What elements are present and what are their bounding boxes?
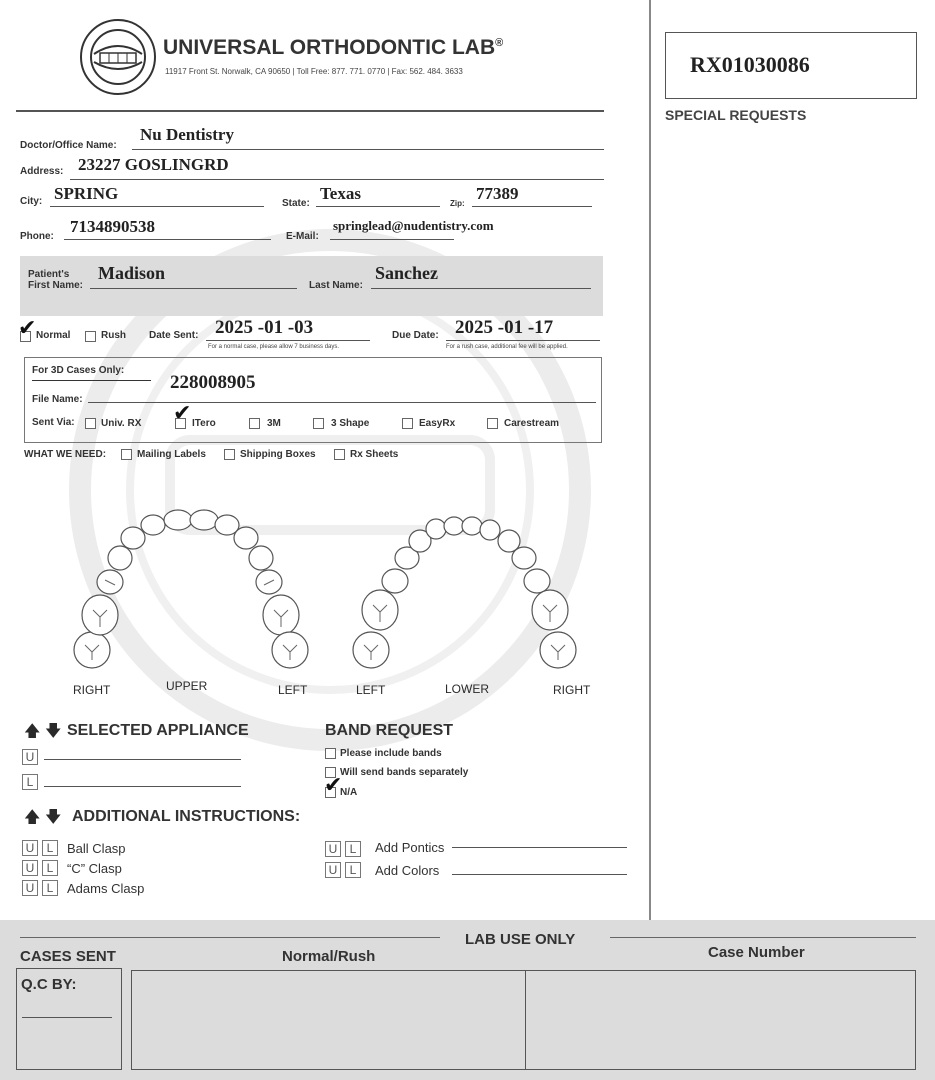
sent-via-univ-rx-label: Univ. RX (101, 418, 142, 429)
due-date-line (446, 340, 600, 341)
lower-arch-diagram (345, 505, 595, 685)
qc-by-label: Q.C BY: (21, 976, 77, 993)
appliance-lower-line[interactable] (44, 786, 241, 787)
adams-clasp-label: Adams Clasp (67, 881, 145, 896)
city-line (50, 206, 264, 207)
need-rx-sheets-checkbox[interactable] (334, 449, 345, 460)
patient-last-value[interactable]: Sanchez (375, 263, 438, 283)
email-line (330, 239, 454, 240)
band-separately-label: Will send bands separately (340, 767, 469, 778)
arch-label-right-lower: RIGHT (553, 683, 591, 697)
rush-checkbox[interactable] (85, 331, 96, 342)
arrow-down-icon: 🡇 (45, 721, 62, 740)
phone-value[interactable]: 7134890538 (70, 217, 155, 236)
normal-label: Normal (36, 330, 71, 341)
sent-via-3shape-checkbox[interactable] (313, 418, 324, 429)
email-label: E-Mail: (286, 231, 319, 242)
sent-via-univ-rx-checkbox[interactable] (85, 418, 96, 429)
normal-note: For a normal case, please allow 7 business days. (208, 344, 340, 350)
c-clasp-label: “C” Clasp (67, 861, 122, 876)
state-line (316, 206, 440, 207)
registered-mark: ® (495, 37, 504, 49)
cases-3d-title-underline (32, 380, 151, 381)
company-contact: 11917 Front St. Norwalk, CA 90650 | Toll Free: 877. 771. 0770 | Fax: 562. 484. 3633 (165, 67, 463, 76)
need-mailing-labels-label: Mailing Labels (137, 449, 206, 460)
case-number-box[interactable] (525, 970, 916, 1070)
city-label: City: (20, 196, 43, 207)
band-na-label: N/A (340, 787, 358, 798)
file-name-label: File Name: (32, 394, 83, 405)
doctor-name-label: Doctor/Office Name: (20, 140, 117, 151)
band-request-title: BAND REQUEST (325, 722, 454, 739)
patient-first-line (90, 288, 297, 289)
ball-clasp-l-box[interactable]: L (42, 840, 58, 856)
patient-last-label: Last Name: (309, 280, 363, 291)
lab-use-title: LAB USE ONLY (465, 931, 576, 948)
additional-instructions-title: ADDITIONAL INSTRUCTIONS: (72, 808, 301, 825)
arch-label-right-upper: RIGHT (73, 683, 111, 697)
sent-via-easyrx-checkbox[interactable] (402, 418, 413, 429)
lab-rule-left (20, 937, 440, 938)
date-sent-line (206, 340, 370, 341)
need-mailing-labels-checkbox[interactable] (121, 449, 132, 460)
rx-number: RX01030086 (690, 52, 810, 77)
special-requests-label: SPECIAL REQUESTS (665, 107, 807, 123)
add-colors-u-box[interactable]: U (325, 862, 341, 878)
arch-label-left-upper: LEFT (278, 683, 308, 697)
add-pontics-line[interactable] (452, 847, 627, 848)
sent-via-carestream-label: Carestream (504, 418, 560, 429)
c-clasp-l-box[interactable]: L (42, 860, 58, 876)
upper-arch-diagram (65, 500, 315, 680)
arch-label-left-lower: LEFT (356, 683, 386, 697)
ball-clasp-u-box[interactable]: U (22, 840, 38, 856)
address-label: Address: (20, 166, 64, 177)
state-label: State: (282, 198, 310, 209)
header-rule (16, 110, 604, 112)
sent-via-itero-label: ITero (192, 418, 216, 429)
arch-label-lower: LOWER (445, 682, 490, 696)
lab-rule-right (610, 937, 916, 938)
patient-first-label: Patient's First Name: (28, 269, 84, 291)
sent-via-carestream-checkbox[interactable] (487, 418, 498, 429)
add-pontics-l-box[interactable]: L (345, 841, 361, 857)
file-name-value[interactable]: 228008905 (170, 372, 256, 393)
band-include-checkbox[interactable] (325, 748, 336, 759)
itero-checkmark-icon: ✔ (173, 401, 192, 426)
column-divider (649, 0, 651, 920)
rush-note: For a rush case, additional fee will be applied. (446, 344, 568, 350)
normal-checkmark-icon: ✔ (18, 316, 37, 341)
add-colors-label: Add Colors (375, 863, 440, 878)
state-value[interactable]: Texas (320, 184, 361, 203)
sent-via-easyrx-label: EasyRx (419, 418, 456, 429)
selected-appliance-title: SELECTED APPLIANCE (67, 722, 249, 739)
band-na-checkmark-icon: ✔ (324, 773, 343, 798)
qc-by-line[interactable] (22, 1017, 112, 1018)
address-line (70, 179, 604, 180)
arch-label-upper: UPPER (166, 679, 208, 693)
sent-via-label: Sent Via: (32, 417, 75, 428)
cases-3d-title: For 3D Cases Only: (32, 365, 125, 376)
due-date-value[interactable]: 2025 -01 -17 (455, 317, 554, 338)
add-colors-line[interactable] (452, 874, 627, 875)
cases-sent-label: CASES SENT (20, 948, 116, 965)
need-shipping-boxes-checkbox[interactable] (224, 449, 235, 460)
need-shipping-boxes-label: Shipping Boxes (240, 449, 316, 460)
rush-label: Rush (101, 330, 126, 341)
doctor-name-value[interactable]: Nu Dentistry (140, 125, 234, 144)
patient-last-line (371, 288, 591, 289)
sent-via-3m-checkbox[interactable] (249, 418, 260, 429)
email-value[interactable]: springlead@nudentistry.com (333, 218, 494, 233)
arrow-down-icon: 🡇 (45, 807, 62, 826)
need-rx-sheets-label: Rx Sheets (350, 449, 399, 460)
normal-rush-label: Normal/Rush (282, 948, 376, 965)
address-value[interactable]: 23227 GOSLINGRD (78, 155, 229, 174)
company-logo (78, 16, 158, 98)
add-pontics-u-box[interactable]: U (325, 841, 341, 857)
arrow-up-icon: 🡅 (24, 807, 41, 826)
zip-value[interactable]: 77389 (476, 184, 519, 203)
add-pontics-label: Add Pontics (375, 840, 445, 855)
arrow-up-icon: 🡅 (24, 721, 41, 740)
sent-via-3shape-label: 3 Shape (331, 418, 370, 429)
normal-rush-box[interactable] (131, 970, 526, 1070)
company-name: UNIVERSAL ORTHODONTIC LAB® (163, 36, 504, 59)
ball-clasp-label: Ball Clasp (67, 841, 126, 856)
phone-line (64, 239, 271, 240)
zip-label: Zip: (450, 199, 465, 208)
appliance-lower-box: L (22, 774, 38, 790)
file-name-line (88, 402, 596, 403)
sent-via-3m-label: 3M (267, 418, 281, 429)
due-date-label: Due Date: (392, 330, 439, 341)
band-include-label: Please include bands (340, 748, 442, 759)
adams-clasp-l-box[interactable]: L (42, 880, 58, 896)
patient-first-value[interactable]: Madison (98, 263, 166, 283)
c-clasp-u-box[interactable]: U (22, 860, 38, 876)
city-value[interactable]: SPRING (54, 184, 119, 203)
doctor-name-line (132, 149, 604, 150)
adams-clasp-u-box[interactable]: U (22, 880, 38, 896)
phone-label: Phone: (20, 231, 54, 242)
what-we-need-label: WHAT WE NEED: (24, 449, 107, 460)
case-number-label: Case Number (708, 944, 805, 961)
add-colors-l-box[interactable]: L (345, 862, 361, 878)
date-sent-label: Date Sent: (149, 330, 199, 341)
zip-line (472, 206, 592, 207)
date-sent-value[interactable]: 2025 -01 -03 (215, 317, 314, 338)
appliance-upper-box: U (22, 749, 38, 765)
appliance-upper-line[interactable] (44, 759, 241, 760)
